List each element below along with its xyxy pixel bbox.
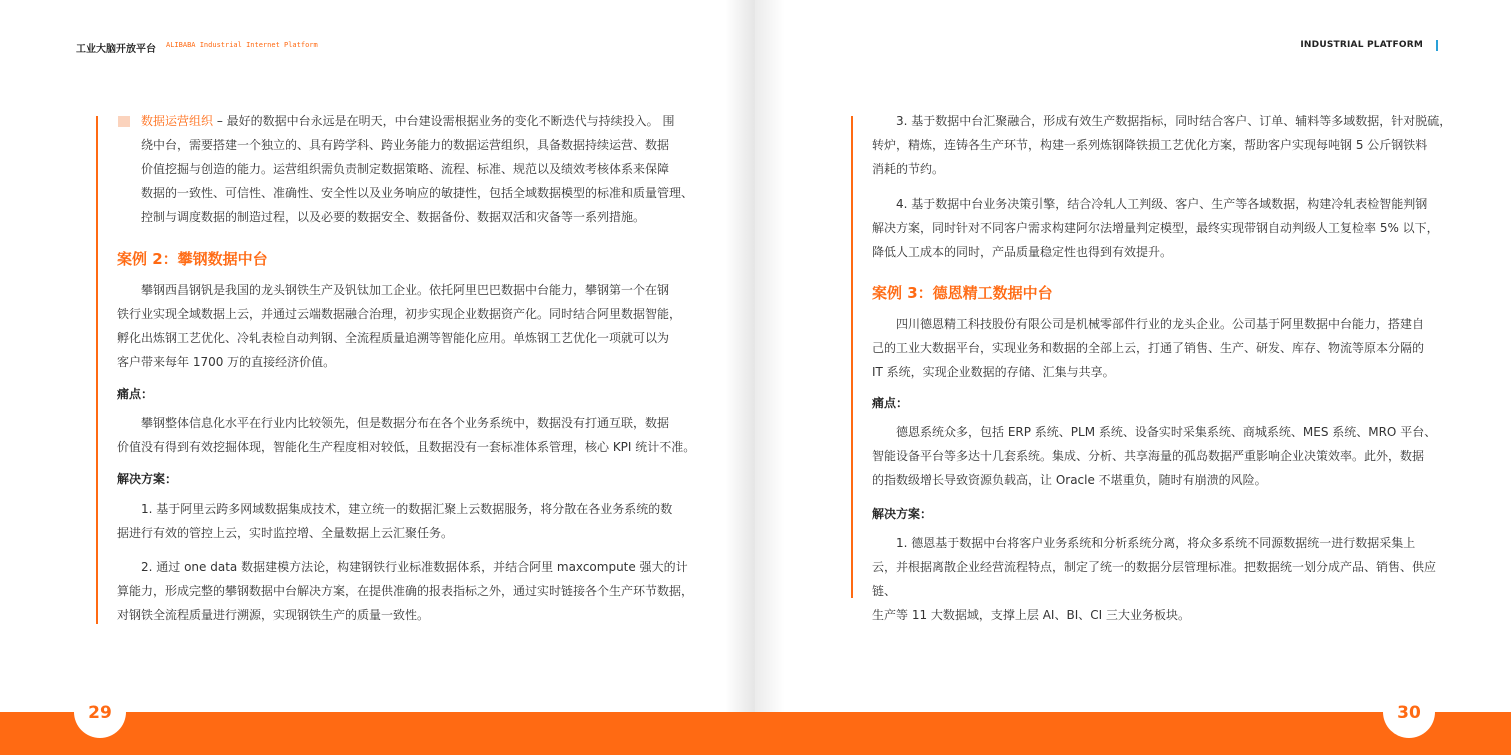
case-3-intro: 四川德恩精工科技股份有限公司是机械零部件行业的龙头企业。公司基于阿里数据中台能力，搭建自 己的工业大数据平台，实现业务和数据的全部上云，打通了销售、生产、研发、库存、物流等原本分隔的 IT 系统，实现企业数据的存储、汇集与共享。 [872,317,1425,379]
case-3-heading: 案例 3：德恩精工数据中台 [872,284,1053,302]
solution-label: 解决方案： [872,507,933,521]
solution-item-3: 3. 基于数据中台汇聚融合，形成有效生产数据指标，同时结合客户、订单、辅料等多域数据，针对脱硫， 转炉，精炼，连铸各生产环节，构建一系列炼钢降铁损工艺优化方案，帮助客户实现每吨钢 5 公斤钢铁料 消耗的节约。 [872,114,1452,176]
page-number-right: 30 [1397,703,1421,723]
pain-label: 痛点： [117,387,154,401]
data-ops-paragraph: 数据运营组织 – 最好的数据中台永远是在明天，中台建设需根据业务的变化不断迭代与持续投入。 围 绕中台，需要搭建一个独立的、具有跨学科、跨业务能力的数据运营组织，具备数据持续运营、数据 价值挖掘与创造的能力。运营组织需负责制定数据策略、流程、标准、规范以及绩效考核体系来保障 数据的一致性、可信性、准确性、安全性以及业务响应的敏捷性，包括全域数据模型的标准和质量管理、 控制与调度数据的制造过程，以及必要的数据安全、数据备份、数据双活和灾备等一系列措施。 [141,114,694,224]
solution-item-1: 1. 基于阿里云跨多网域数据集成技术，建立统一的数据汇聚上云数据服务，将分散在各业务系统的数 据进行有效的管控上云，实时监控增、全量数据上云汇聚任务。 [117,502,673,540]
page-number-left: 29 [88,703,112,723]
bullet-title: 数据运营组织 [141,114,214,128]
header-marker [1436,40,1438,51]
solution-item-4: 4. 基于数据中台业务决策引擎，结合冷轧人工判级、客户、生产等各域数据，构建冷轧表检智能判钢 解决方案，同时针对不同客户需求构建阿尔法增量判定模型，最终实现带钢自动判级人工复检率 5% 以下， 降低人工成本的同时，产品质量稳定性也得到有效提升。 [872,197,1439,259]
header-subtitle: ALIBABA Industrial Internet Platform [166,41,318,49]
left-accent-line [96,116,98,624]
gutter-shadow [725,0,755,712]
pain-label: 痛点： [872,396,909,410]
right-accent-line [851,116,853,598]
solution-item-1: 1. 德恩基于数据中台将客户业务系统和分析系统分离，将众多系统不同源数据统一进行数据采集上 云，并根据离散企业经营流程特点，制定了统一的数据分层管理标准。把数据统一划分成产品、销售、供应链、 生产等 11 大数据域，支撑上层 AI、BI、CI 三大业务板块。 [872,536,1437,622]
header-title: 工业大脑开放平台 [76,44,156,55]
footer-bar [0,712,1511,755]
pain-text: 德恩系统众多，包括 ERP 系统、PLM 系统、设备实时采集系统、商城系统、MES 系统、MRO 平台、 智能设备平台等多达十几套系统。集成、分析、共享海量的孤岛数据严重影响企业决策效率。此外，数据 的指数级增长导致资源负载高，让 Oracle 不堪重负，随时有崩溃的风险。 [872,425,1437,487]
header-right-title: INDUSTRIAL PLATFORM [1300,40,1423,50]
case-2-intro: 攀钢西昌钢钒是我国的龙头钢铁生产及钒钛加工企业。依托阿里巴巴数据中台能力，攀钢第一个在钢 铁行业实现全域数据上云，并通过云端数据融合治理，初步实现企业数据资产化。同时结合阿里数据智能， 孵化出炼钢工艺优化、冷轧表检自动判钢、全流程质量追溯等智能化应用。单炼钢工艺优化一项就可以为 客户带来每年 1700 万的直接经济价值。 [117,283,682,369]
bullet-square-icon [118,116,130,127]
gutter-shadow [755,0,785,712]
pain-text: 攀钢整体信息化水平在行业内比较领先，但是数据分布在各个业务系统中，数据没有打通互联，数据 价值没有得到有效挖掘体现，智能化生产程度相对较低，且数据没有一套标准体系管理，核心 KPI 统计不准。 [117,416,696,454]
left-page [0,0,755,755]
case-2-heading: 案例 2：攀钢数据中台 [117,250,268,268]
solution-item-2: 2. 通过 one data 数据建模方法论，构建钢铁行业标准数据体系，并结合阿里 maxcompute 强大的计 算能力，形成完整的攀钢数据中台解决方案，在提供准确的报表指标之外，通过实时链接各个生产环节数据， 对钢铁全流程质量进行溯源，实现钢铁生产的质量一致性。 [117,560,694,622]
solution-label: 解决方案： [117,472,178,486]
right-page [755,0,1511,755]
